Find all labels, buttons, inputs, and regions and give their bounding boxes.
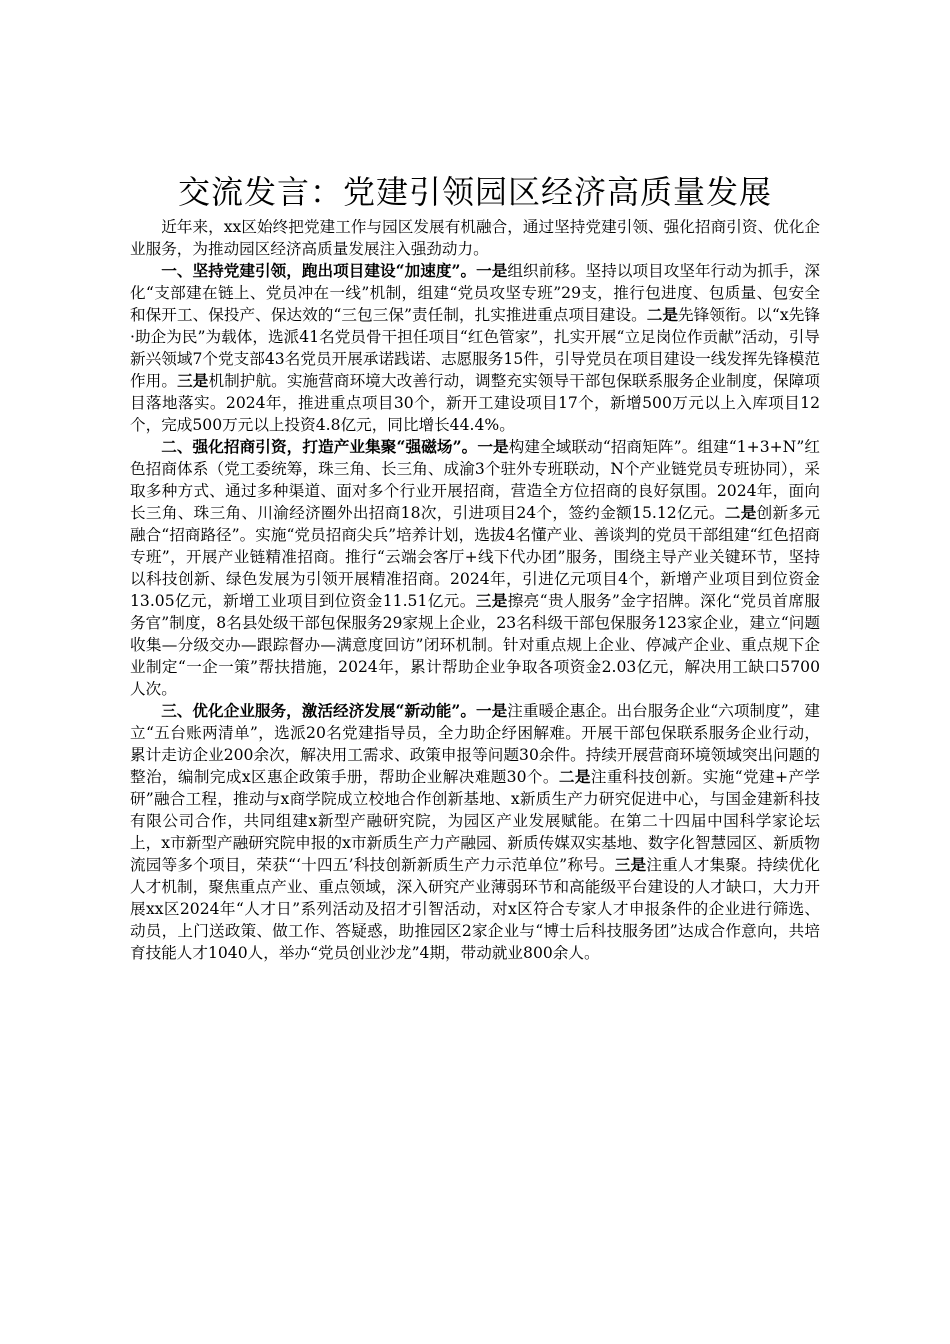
- section-2-marker-1: 一是: [477, 437, 509, 456]
- section-1-paragraph: [130, 260, 820, 436]
- section-1-marker-2: 二是: [646, 305, 679, 324]
- document-title: 交流发言：党建引领园区经济高质量发展: [177, 173, 772, 211]
- section-1-marker-3: 三是: [177, 371, 209, 390]
- section-3-text-3: 注重人才集聚。持续优化人才机制，聚焦重点产业、重点领域，深入研究产业薄弱环节和高能级平台建设的人才缺口，大力开展xx区2024年“人才日”系列活动及招才引智活动，对x区符合专家人才申报条件的企业进行筛选、动员，上门送政策、做工作、答疑惑，助推园区2家企业与“博士后科技服务团”达成合作意向，共培育技能人才1040人，举办“党员创业沙龙”4期，带动就业800余人。: [130, 856, 820, 962]
- section-3-text-1: 注重暖企惠企。出台服务企业“六项制度”，建立“五台账两清单”，选派20名党建指导员，全力助企纾困解难。开展干部包保联系服务企业行动，累计走访企业200余次，解决用工需求、政策申报等问题30余件。持续开展营商环境领域突出问题的整治，编制完成x区惠企政策手册，帮助企业解决难题30个。: [130, 702, 820, 786]
- section-1-text-2: 先锋领衔。以“x先锋·助企为民”为载体，选派41名党员骨干担任项目“红色管家”，扎实开展“立足岗位作贡献”活动，引导新兴领域7个党支部43名党员开展承诺践诺、志愿服务15件，引导党员在项目建设一线发挥先锋模范作用。: [130, 306, 820, 390]
- section-2-marker-3: 三是: [475, 591, 508, 610]
- section-2-text-2: 创新多元融合“招商路径”。实施“党员招商尖兵”培养计划，选拔4名懂产业、善谈判的党员干部组建“红色招商专班”，开展产业链精准招商。推行“云端会客厅+线下代办团”服务，围绕主导产业关键环节，坚持以科技创新、绿色发展为引领开展精准招商。2024年，引进亿元项目4个，新增产业项目到位资金13.05亿元，新增工业项目到位资金11.51亿元。: [130, 504, 820, 610]
- section-3-marker-1: 一是: [475, 701, 508, 720]
- section-2-heading: 二、强化招商引资，打造产业集聚“强磁场”。: [161, 437, 478, 456]
- section-3-marker-3: 三是: [614, 855, 647, 874]
- section-3-heading: 三、优化企业服务，激活经济发展“新动能”。: [161, 701, 476, 720]
- section-3-marker-2: 二是: [558, 767, 591, 786]
- section-3-paragraph: [130, 700, 820, 964]
- section-1-text-1: 组织前移。坚持以项目攻坚年行动为抓手，深化“支部建在链上、党员冲在一线”机制，组建“党员攻坚专班”29支，推行包进度、包质量、包安全和保开工、保投产、保达效的“三包三保”责任制，扎实推进重点项目建设。: [130, 262, 820, 324]
- section-2-paragraph: [130, 436, 820, 700]
- section-2-text-1: 构建全域联动“招商矩阵”。组建“1+3+N”红色招商体系（党工委统筹，珠三角、长三角、成渝3个驻外专班联动，N个产业链党员专班协同），采取多种方式、通过多种渠道、面对多个行业开展招商，营造全方位招商的良好氛围。2024年，面向长三角、珠三角、川渝经济圈外出招商18次，引进项目24个，签约金额15.12亿元。: [130, 438, 820, 522]
- section-2-marker-2: 二是: [724, 503, 757, 522]
- section-1-heading: 一、坚持党建引领，跑出项目建设“加速度”。: [161, 261, 477, 280]
- intro-paragraph: 近年来，xx区始终把党建工作与园区发展有机融合，通过坚持党建引领、强化招商引资、优化企业服务，为推动园区经济高质量发展注入强劲动力。: [130, 218, 820, 258]
- section-1-marker-1: 一是: [476, 261, 508, 280]
- section-1-text-3: 机制护航。实施营商环境大改善行动，调整充实领导干部包保联系服务企业制度，保障项目落地落实。2024年，推进重点项目30个，新开工建设项目17个，新增500万元以上入库项目12个，完成500万元以上投资4.8亿元，同比增长44.4%。: [130, 372, 820, 434]
- section-3-text-2: 注重科技创新。实施“党建+产学研”融合工程，推动与x商学院成立校地合作创新基地、x新质生产力研究促进中心，与国金建新科技有限公司合作，共同组建x新型产融研究院，为园区产业发展赋能。在第二十四届中国科学家论坛上，x市新型产融研究院申报的x市新质生产力产融园、新质传媒双实基地、数字化智慧园区、新质物流园等多个项目，荣获“‘十四五’科技创新新质生产力示范单位”称号。: [130, 768, 820, 874]
- section-2-text-3: 擦亮“贵人服务”金字招牌。深化“党员首席服务官”制度，8名县处级干部包保服务29家规上企业，23名科级干部包保服务123家企业，建立“问题收集—分级交办—跟踪督办—满意度回访”闭环机制。针对重点规上企业、停减产企业、重点规下企业制定“一企一策”帮扶措施，2024年，累计帮助企业争取各项资金2.03亿元，解决用工缺口5700人次。: [130, 592, 820, 698]
